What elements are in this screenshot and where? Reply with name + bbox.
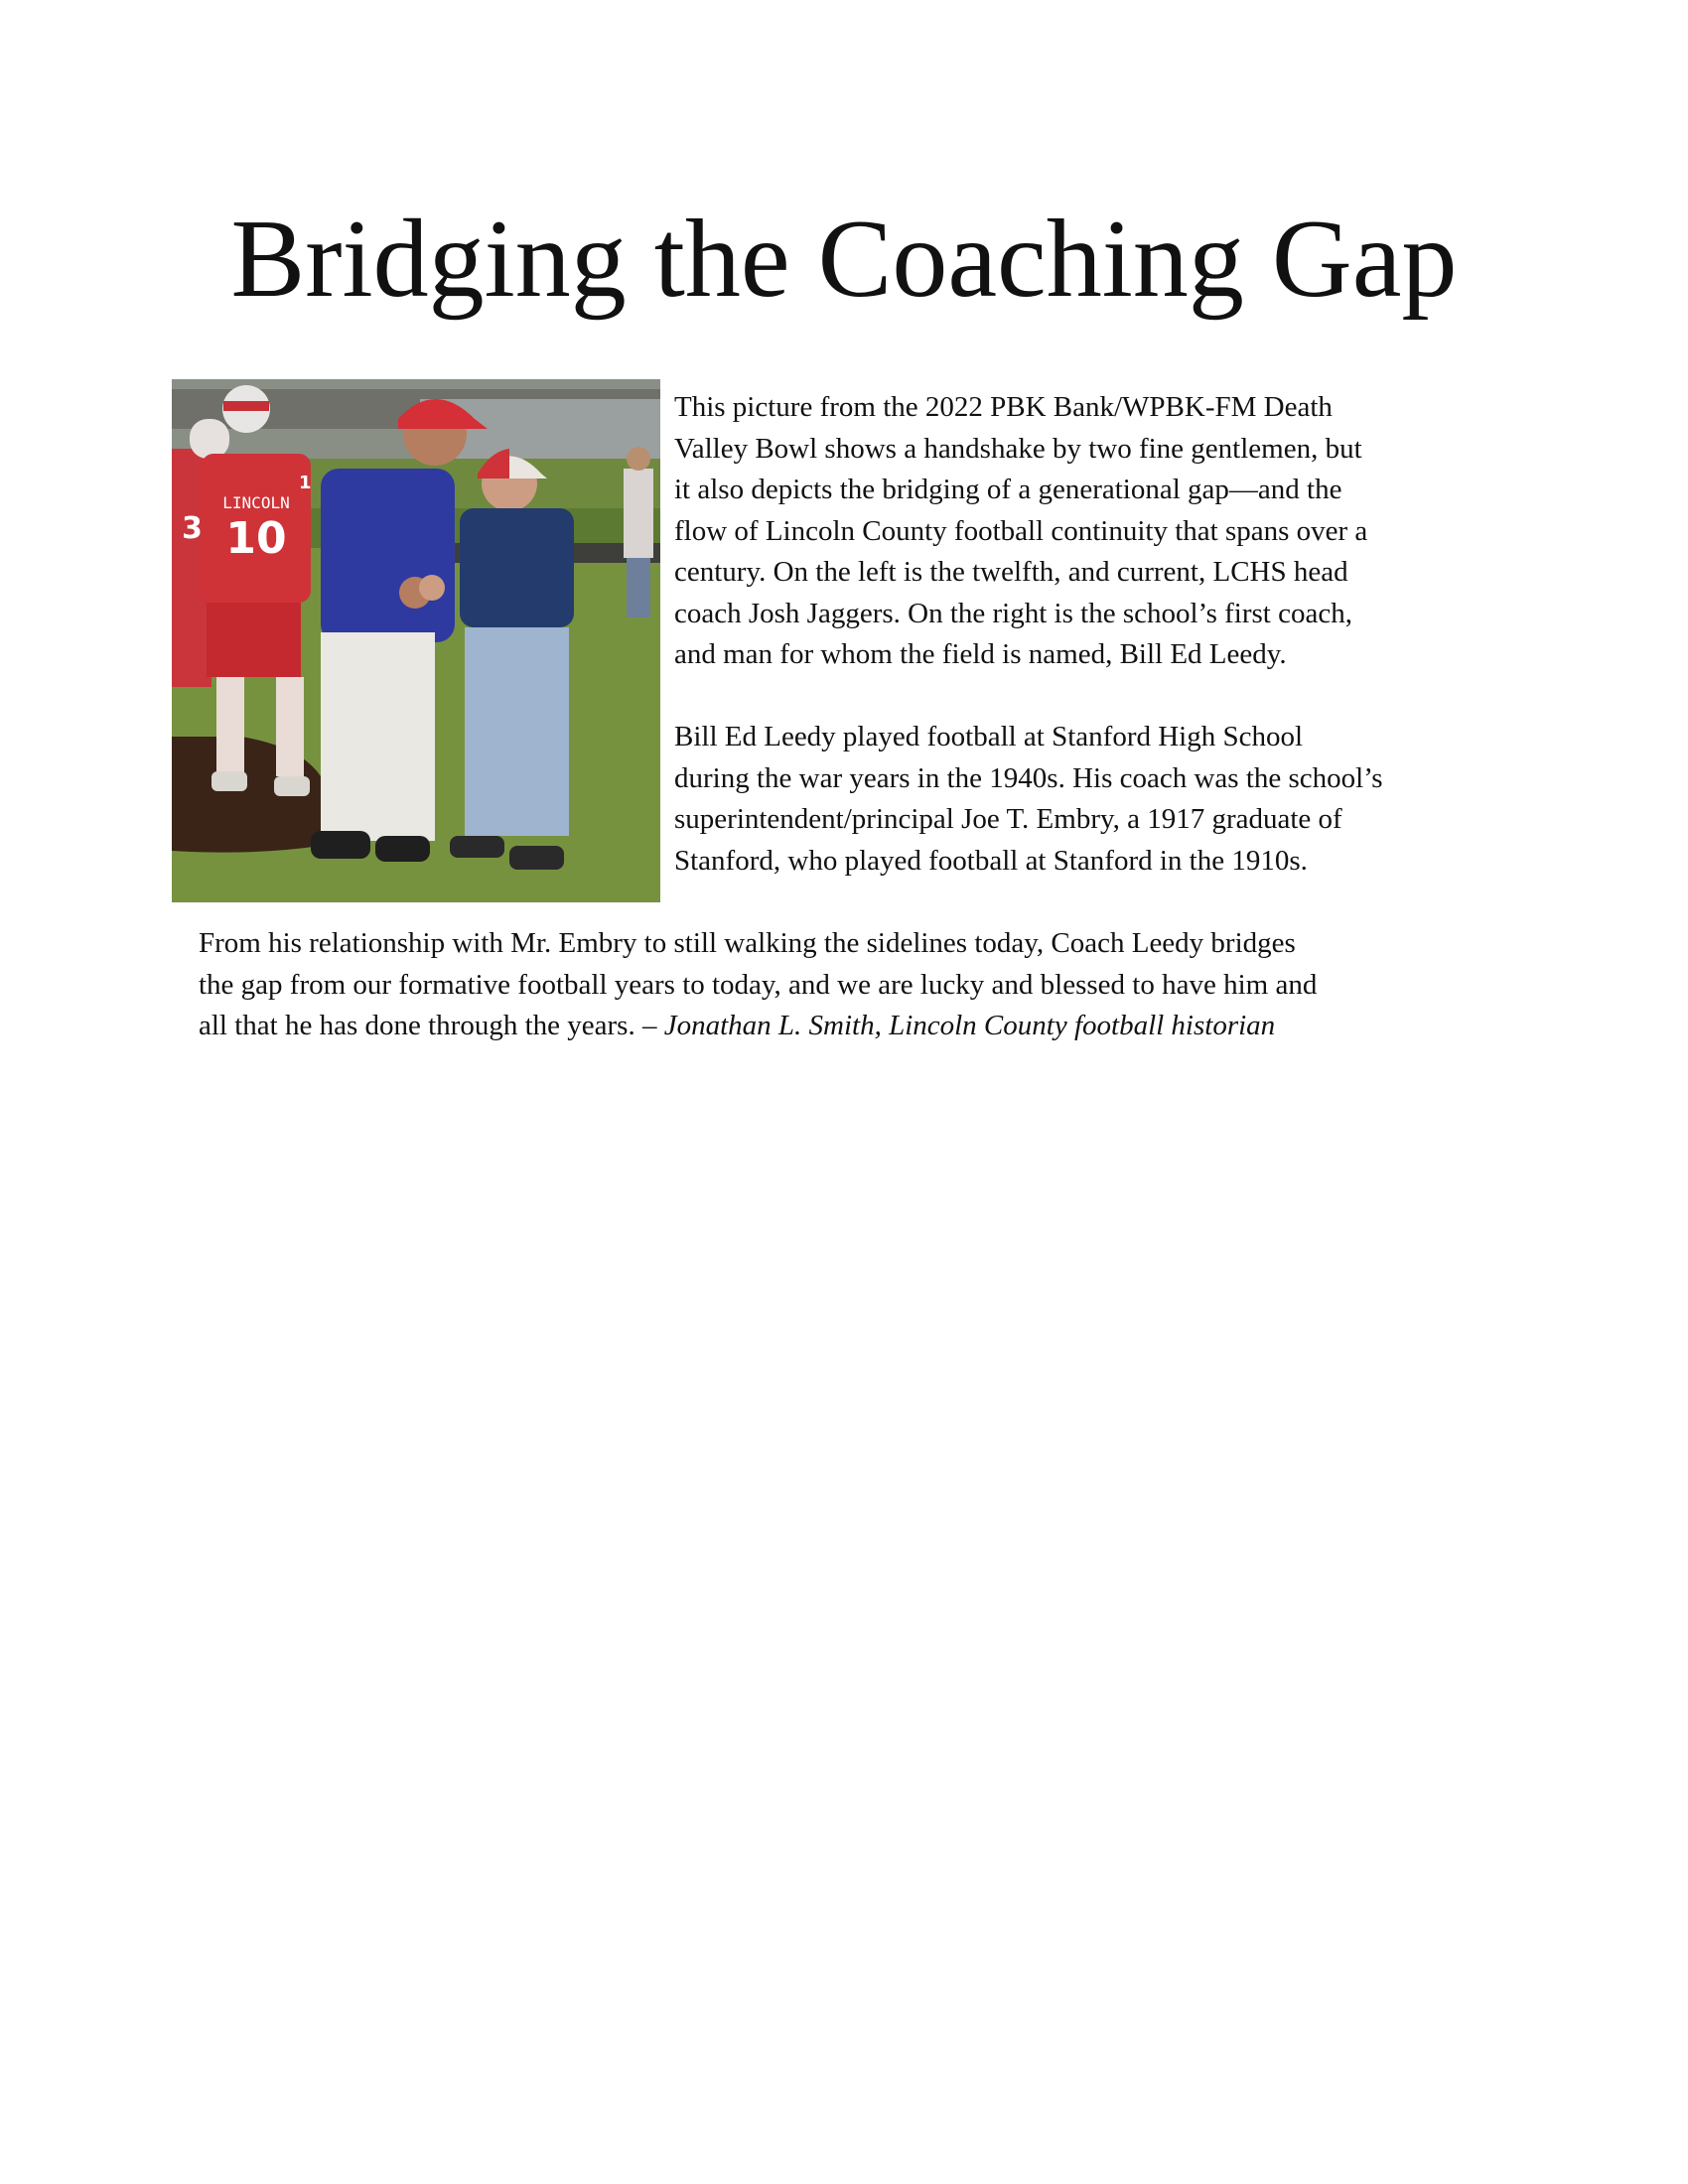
- attribution: – Jonathan L. Smith, Lincoln County football historian: [641, 1010, 1276, 1041]
- paragraph-line: it also depicts the bridging of a generational gap—and the: [674, 474, 1342, 505]
- side-jersey-number-b: 1: [299, 473, 312, 493]
- paragraph-line: coach Josh Jaggers. On the right is the school’s first coach,: [674, 597, 1352, 629]
- text-column: [674, 387, 1498, 923]
- paragraph-last-line-text: all that he has done through the years.: [199, 1010, 642, 1041]
- photo-illustration: [172, 379, 660, 902]
- page-title: Bridging the Coaching Gap: [230, 198, 1458, 321]
- paragraph-closing: [199, 923, 1529, 1047]
- paragraph-line: From his relationship with Mr. Embry to still walking the sidelines today, Coach Leedy bridges: [199, 927, 1296, 959]
- paragraph-line: century. On the left is the twelfth, and current, LCHS head: [674, 556, 1348, 588]
- paragraph-leedy-history: [674, 717, 1498, 882]
- paragraph-line: the gap from our formative football years to today, and we are lucky and blessed to have him and: [199, 968, 1318, 1001]
- paragraph-line: superintendent/principal Joe T. Embry, a 1917 graduate of: [674, 803, 1342, 835]
- paragraph-photo-description: [674, 387, 1498, 676]
- paragraph-last-line: [199, 1006, 1529, 1047]
- paragraph-line: Valley Bowl shows a handshake by two fine gentlemen, but: [674, 432, 1362, 465]
- paragraph-line: Bill Ed Leedy played football at Stanford High School: [674, 721, 1304, 752]
- side-jersey-number: 3: [182, 511, 203, 546]
- paragraph-line: flow of Lincoln County football continuity that spans over a: [674, 514, 1368, 547]
- handshake-photo: [172, 379, 660, 902]
- paragraph-line: during the war years in the 1940s. His coach was the school’s: [674, 761, 1383, 794]
- paragraph-line: Stanford, who played football at Stanford in the 1910s.: [674, 844, 1308, 877]
- jersey-text: LINCOLN: [222, 493, 290, 512]
- jersey-number: 10: [225, 513, 287, 564]
- paragraph-line: and man for whom the field is named, Bill Ed Leedy.: [674, 638, 1287, 670]
- paragraph-line: This picture from the 2022 PBK Bank/WPBK-FM Death: [674, 391, 1333, 423]
